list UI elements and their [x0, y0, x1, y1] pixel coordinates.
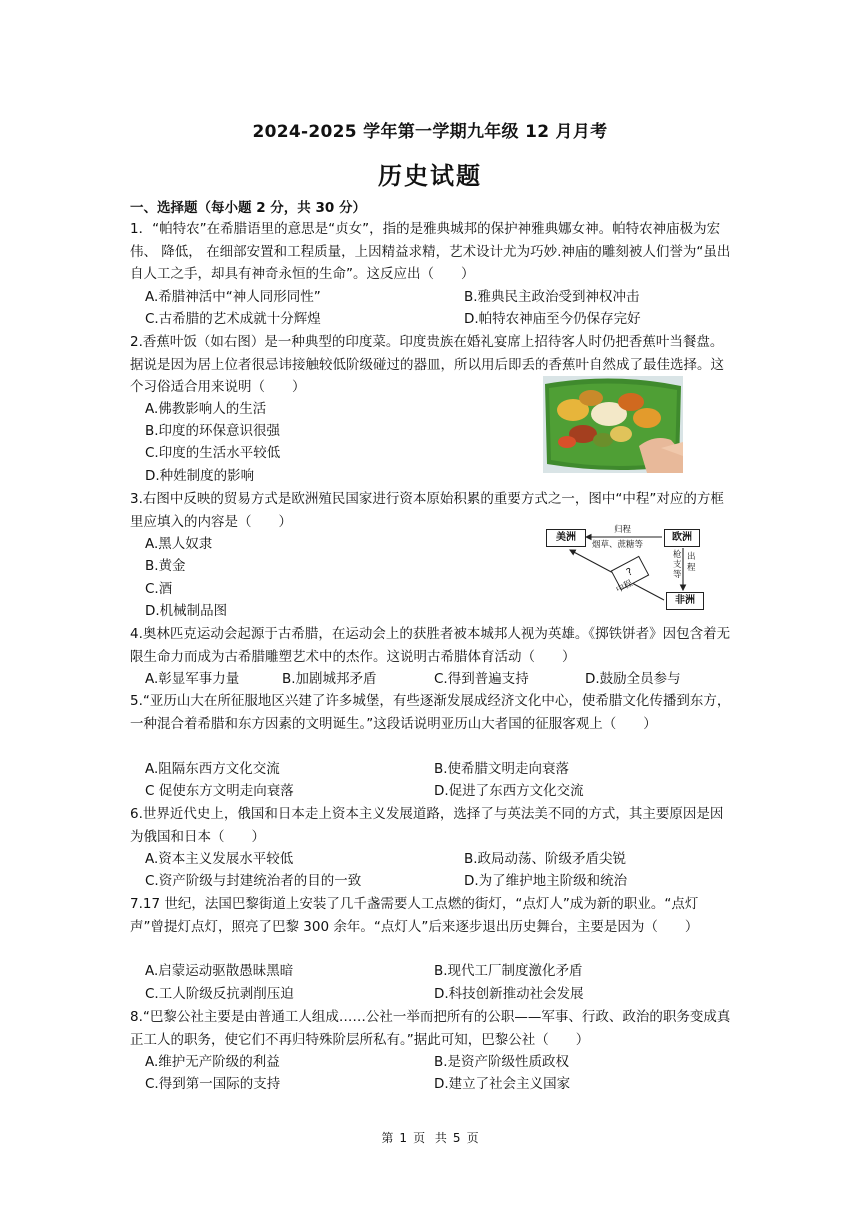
question-1-option-c[interactable]: C.古希腊的艺术成就十分辉煌 — [145, 311, 321, 327]
question-1-option-b[interactable]: B.雅典民主政治受到神权冲击 — [464, 289, 640, 305]
footer-total-pages: 5 — [452, 1131, 461, 1145]
question-7-option-d[interactable]: D.科技创新推动社会发展 — [434, 986, 584, 1002]
triangular-trade-diagram — [540, 522, 715, 614]
footer-word-gong: 共 — [434, 1131, 447, 1145]
section-heading: 一、选择题（每小题 2 分，共 30 分） — [130, 200, 366, 216]
question-7-option-a[interactable]: A.启蒙运动驱散愚昧黑暗 — [145, 963, 294, 979]
outbound-goods-label: 枪支等 — [673, 550, 682, 580]
question-1-option-d[interactable]: D.帕特农神庙至今仍保存完好 — [464, 311, 641, 327]
question-2-option-a[interactable]: A.佛教影响人的生活 — [145, 401, 267, 417]
outbound-leg-label: 出程 — [687, 552, 696, 573]
middle-passage-label: 中程 — [614, 578, 635, 596]
banana-leaf-meal-photo — [543, 376, 683, 473]
question-7-option-b[interactable]: B.现代工厂制度激化矛盾 — [434, 963, 583, 979]
question-8-option-c[interactable]: C.得到第一国际的支持 — [145, 1076, 281, 1092]
question-6-option-c[interactable]: C.资产阶级与封建统治者的目的一致 — [145, 873, 362, 889]
unknown-box: ? — [611, 556, 650, 590]
question-5-option-a[interactable]: A.阻隔东西方文化交流 — [145, 761, 280, 777]
footer-word-ye-2: 页 — [466, 1131, 479, 1145]
america-box: 美洲 — [546, 529, 586, 547]
question-8-option-b[interactable]: B.是资产阶级性质政权 — [434, 1054, 570, 1070]
question-1-stem: 1．“帕特农”在希腊语里的意思是“贞女”，指的是雅典城邦的保护神雅典娜女神。帕特农神庙极为宏伟、 降低， 在细部安置和工程质量，上因精益求精，艺术设计尤为巧妙.神庙的雕刻被人们誉为“虽出自人工之手，却具有神奇永恒的生命”。这反应出（ ） — [130, 221, 731, 282]
question-5-option-b[interactable]: B.使希腊文明走向衰落 — [434, 761, 570, 777]
question-3-option-a[interactable]: A.黑人奴隶 — [145, 536, 213, 552]
exam-title: 2024-2025 学年第一学期九年级 12 月月考 — [252, 122, 608, 142]
question-2-option-c[interactable]: C.印度的生活水平较低 — [145, 445, 281, 461]
question-4-option-c[interactable]: C.得到普遍支持 — [434, 671, 529, 687]
return-goods-label: 烟草、蔗糖等 — [592, 540, 644, 550]
question-5-option-d[interactable]: D.促进了东西方文化交流 — [434, 783, 584, 799]
question-8-option-d[interactable]: D.建立了社会主义国家 — [434, 1076, 571, 1092]
return-leg-label: 归程 — [614, 525, 632, 535]
question-3-stem: 3.右图中反映的贸易方式是欧洲殖民国家进行资本原始积累的重要方式之一，图中“中程”对应的方框里应填入的内容是（ ） — [130, 491, 724, 530]
question-1-option-a[interactable]: A.希腊神活中“神人同形同性” — [145, 289, 321, 305]
question-3-option-b[interactable]: B.黄金 — [145, 558, 186, 574]
footer-word-ye: 页 — [413, 1131, 426, 1145]
question-8-stem: 8.“巴黎公社主要是由普通工人组成……公社一举而把所有的公职——军事、行政、政治的职务变成真正工人的职务，使它们不再归特殊阶层所私有。”据此可知，巴黎公社（ ） — [130, 1009, 731, 1048]
question-6-stem: 6.世界近代史上，俄国和日本走上资本主义发展道路，选择了与英法美不同的方式，其主要原因是因为俄国和日本（ ） — [130, 806, 724, 845]
question-5-stem: 5.“亚历山大在所征服地区兴建了许多城堡，有些逐渐发展成经济文化中心，使希腊文化传播到东方，一种混合着希腊和东方因素的文明诞生。”这段话说明亚历山大者国的征服客观上（ ） — [130, 693, 731, 732]
page-footer — [0, 1129, 860, 1146]
question-3-option-c[interactable]: C.酒 — [145, 581, 173, 597]
question-6-option-a[interactable]: A.资本主义发展水平较低 — [145, 851, 294, 867]
africa-box: 非洲 — [666, 592, 704, 610]
question-7-option-c[interactable]: C.工人阶级反抗剥削压迫 — [145, 986, 294, 1002]
question-5-option-c[interactable]: C 促使东方文明走向衰落 — [145, 783, 294, 799]
question-4-stem: 4.奥林匹克运动会起源于古希腊，在运动会上的获胜者被本城邦人视为英雄。《掷铁饼者》因包含着无限生命力而成为古希腊雕塑艺术中的杰作。这说明古希腊体育活动（ ） — [130, 626, 731, 665]
footer-word-di: 第 — [381, 1131, 394, 1145]
question-2-option-b[interactable]: B.印度的环保意识很强 — [145, 423, 281, 439]
subject-title: 历史试题 — [378, 162, 482, 190]
question-4-option-a[interactable]: A.彰显军事力量 — [145, 671, 240, 687]
question-2-option-d[interactable]: D.种姓制度的影响 — [145, 468, 255, 484]
question-7-stem: 7.17 世纪，法国巴黎街道上安装了几千盏需要人工点燃的街灯，“点灯人”成为新的职业。“点灯声”曾提灯点灯，照亮了巴黎 300 余年。“点灯人”后来逐步退出历史舞台，主要是因为（ ） — [130, 896, 699, 935]
footer-page-number: 1 — [399, 1131, 408, 1145]
europe-box: 欧洲 — [664, 529, 700, 547]
question-4-option-b[interactable]: B.加剧城邦矛盾 — [282, 671, 377, 687]
question-4-option-d[interactable]: D.鼓励全员参与 — [585, 671, 681, 687]
question-6-option-b[interactable]: B.政局动荡、阶级矛盾尖锐 — [464, 851, 627, 867]
question-2-stem: 2.香蕉叶饭（如右图）是一种典型的印度菜。印度贵族在婚礼宴席上招待客人时仍把香蕉叶当餐盘。据说是因为居上位者很忌讳接触较低阶级碰过的器皿，所以用后即丢的香蕉叶自然成了最佳选择。这个习俗适合用来说明（ ） — [130, 334, 724, 395]
question-8-option-a[interactable]: A.维护无产阶级的利益 — [145, 1054, 280, 1070]
question-6-option-d[interactable]: D.为了维护地主阶级和统治 — [464, 873, 628, 889]
question-3-option-d[interactable]: D.机械制品图 — [145, 603, 228, 619]
